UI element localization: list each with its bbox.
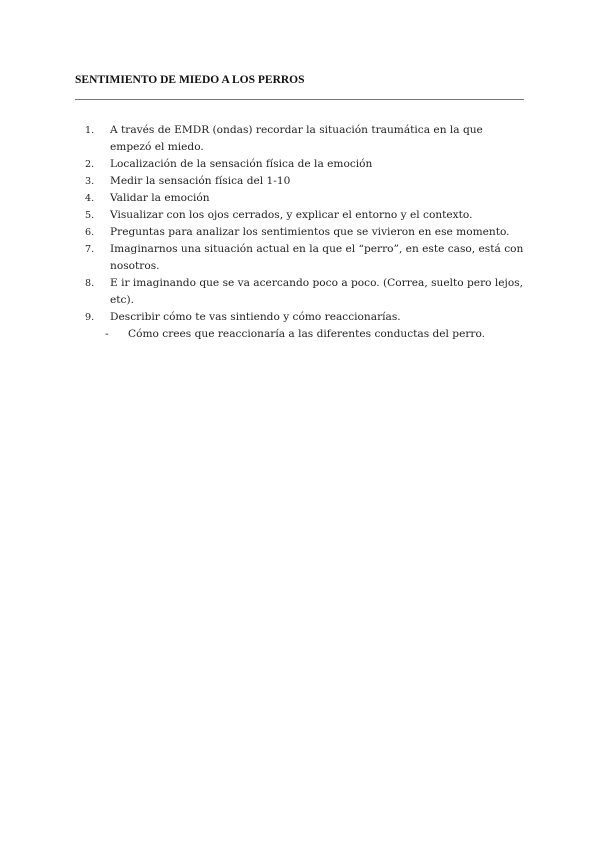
list-item-text: Preguntas para analizar los sentimientos que se vivieron en ese momento. bbox=[110, 226, 510, 238]
list-item-number: 2. bbox=[85, 159, 95, 170]
document-title: SENTIMIENTO DE MIEDO A LOS PERROS bbox=[75, 74, 305, 86]
list-item-number: 1. bbox=[85, 125, 95, 136]
list-item-number: 7. bbox=[85, 244, 95, 255]
list-item-text: Validar la emoción bbox=[110, 192, 210, 204]
steps-list bbox=[85, 122, 525, 343]
list-item bbox=[85, 275, 525, 309]
list-item bbox=[85, 241, 525, 275]
list-item-number: 9. bbox=[85, 312, 95, 323]
list-item bbox=[85, 122, 525, 156]
list-item bbox=[85, 207, 525, 224]
sub-list-item bbox=[93, 326, 525, 343]
list-item bbox=[85, 224, 525, 241]
list-item-text: E ir imaginando que se va acercando poco a poco. (Correa, suelto pero lejos, etc). bbox=[110, 277, 524, 306]
list-item-number: 4. bbox=[85, 193, 95, 204]
list-item-text: Medir la sensación física del 1-10 bbox=[110, 175, 291, 187]
sub-list-item-text: Cómo crees que reaccionaría a las diferentes conductas del perro. bbox=[128, 328, 486, 340]
list-item-text: A través de EMDR (ondas) recordar la situación traumática en la que empezó el miedo. bbox=[110, 124, 483, 153]
list-item bbox=[85, 190, 525, 207]
dash-bullet: - bbox=[105, 328, 109, 340]
list-item-number: 3. bbox=[85, 176, 95, 187]
list-item-text: Localización de la sensación física de la emoción bbox=[110, 158, 373, 170]
title-divider bbox=[75, 99, 524, 100]
list-item-number: 6. bbox=[85, 227, 95, 238]
list-item-number: 5. bbox=[85, 210, 95, 221]
list-item bbox=[85, 309, 525, 326]
list-item bbox=[85, 156, 525, 173]
list-item-number: 8. bbox=[85, 278, 95, 289]
list-item bbox=[85, 173, 525, 190]
list-item-text: Describir cómo te vas sintiendo y cómo reaccionarías. bbox=[110, 311, 401, 323]
list-item-text: Imaginarnos una situación actual en la que el “perro”, en este caso, está con nosotros. bbox=[110, 243, 524, 272]
list-item-text: Visualizar con los ojos cerrados, y explicar el entorno y el contexto. bbox=[110, 209, 473, 221]
